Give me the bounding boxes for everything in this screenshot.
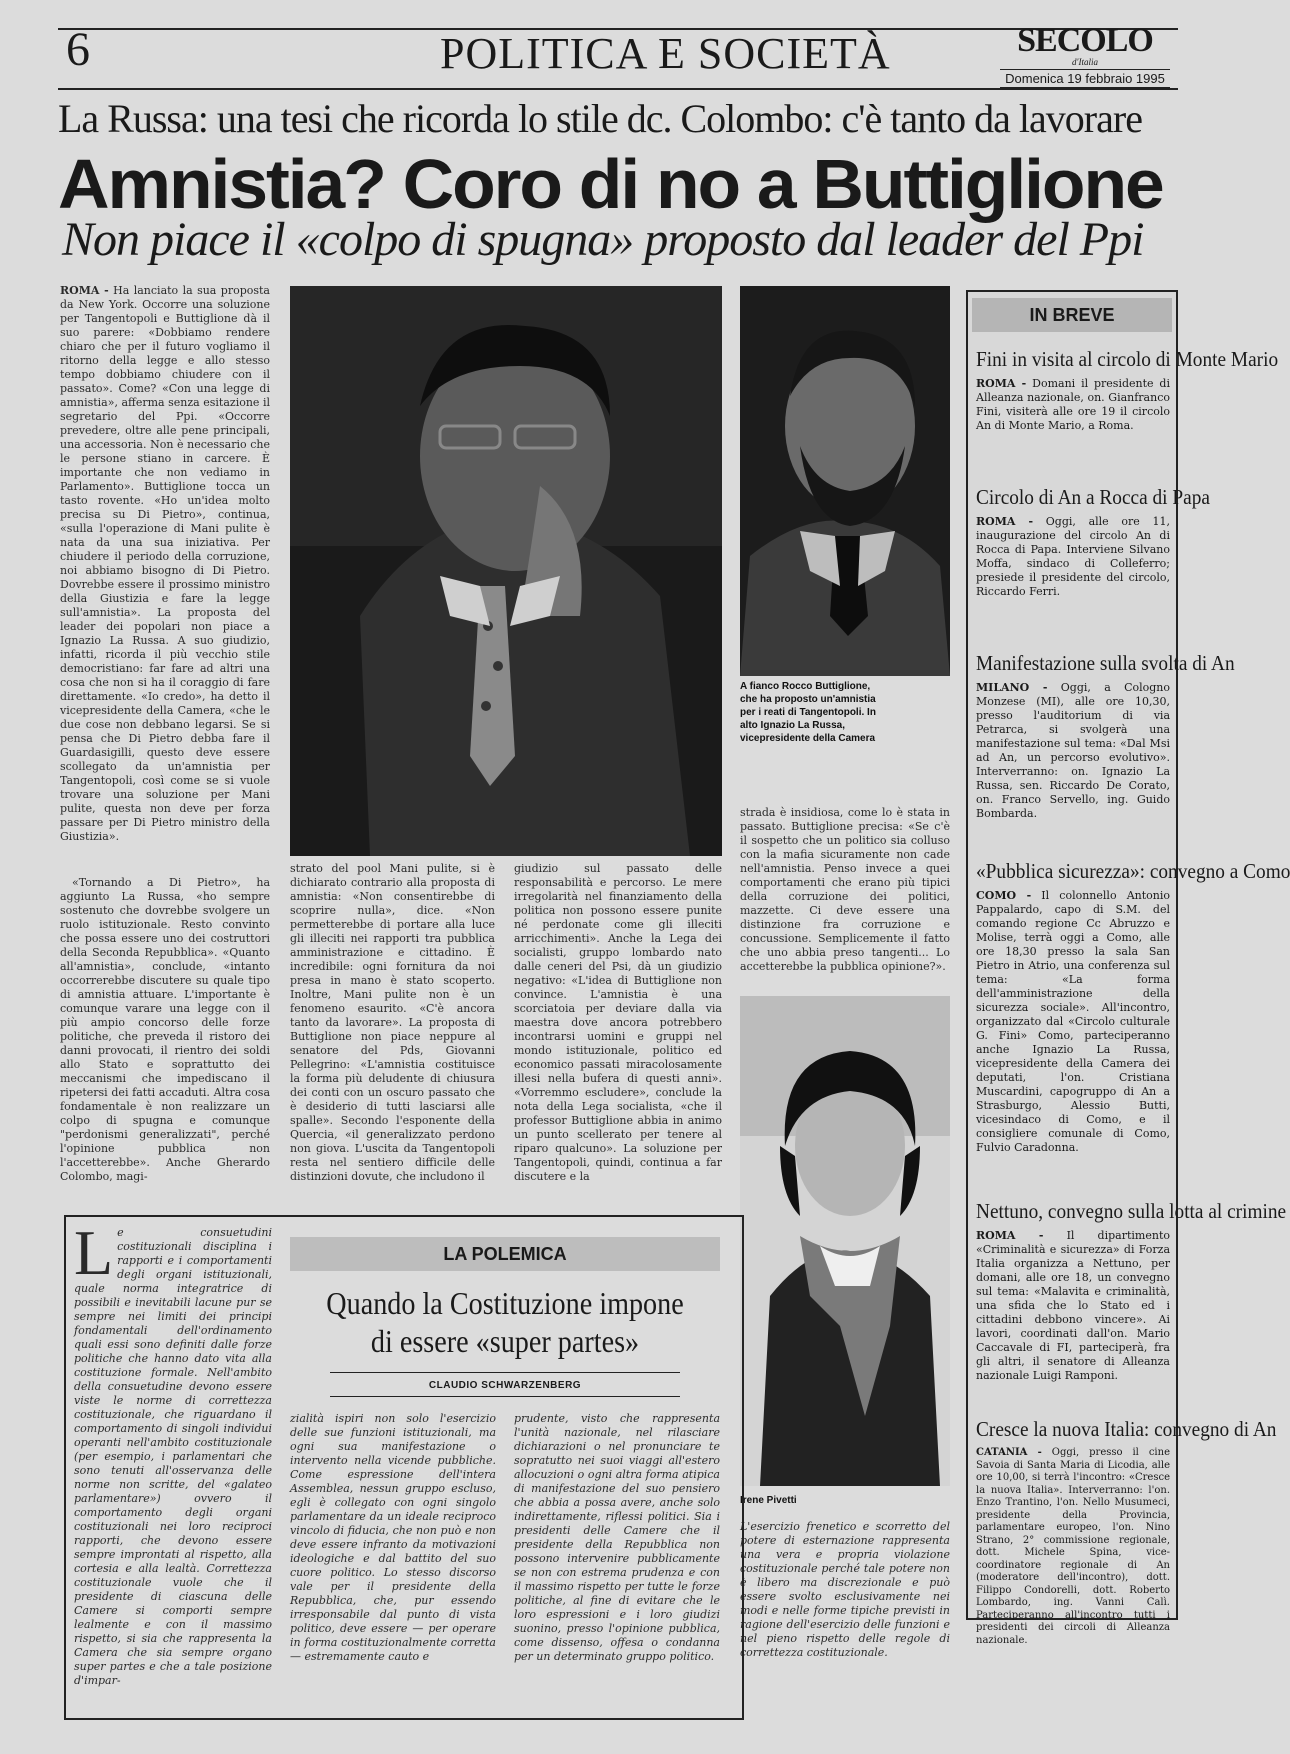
masthead: [1000, 24, 1170, 88]
headline: Amnistia? Coro di no a Buttiglione: [58, 145, 1163, 223]
article-text-4: giudizio sul passato delle responsabilità e percorso. Le mere irregolarità nel finanziamento della politica non possono essere punite né perdonate come gli illeciti arricchimenti». Anche la Lega dei socialisti, gruppo lombardo nato dalle ceneri del Psi, dà un giudizio negativo: «L'idea di Buttiglione non convince. L'amnistia è una scorciatoia per deviare dalla via maestra dove ancora potrebbero incontrarsi uomini e gruppi nel mondo istituzionale, politico ed economico passati miracolosamente illesi nella bufera di questi anni». «Vorremmo escludere», conclude la nota della Lega socialista, «che il professor Buttiglione abbia in animo un punto scellerato per tenere al riparo qualcuno». La soluzione per Tangentopoli, quindi, continua a far discutere e la: [514, 862, 722, 1183]
header-rule: [58, 88, 1178, 90]
polemica-text-1: e consuetudini costituzionali disciplina i rapporti e i comportamenti degli organi istituzionali, quale norma integratrice di possibili e inevitabili lacune pur se sempre nei limiti dei principi fondamentali dell'ordinamento quali essi sono definiti dalle forze politiche che hanno dato vita alla costituzione formale. Nell'ambito della consuetudine devono essere viste le norme di correttezza costituzionale, che riguardano il comportamento di singoli individui operanti nell'ambito costituzionale (per esempio, i parlamentari che sono tenuti all'osservanza delle norme non scritte, del «galateo parlamentare») ovvero il comportamento degli organi costituzionali nei loro reciproci rapporti, che devono essere sempre improntati al rispetto, alla cortesia e alla lealtà. Correttezza costituzionale vuole che il presidente di ciascuna delle Camere si comporti sempre lealmente e con il massimo rispetto, si sia che rappresenta la Camera che sia sempre organo super partes e che a tale posizione d'impar-: [74, 1226, 272, 1687]
breve-item-city: CATANIA -: [976, 1447, 1042, 1458]
polemica-column-3: [514, 1412, 720, 1712]
article-text-5: strada è insidiosa, come lo è stata in passato. Buttiglione precisa: «Se c'è il sospetto che un politico sia colluso con la mafia sicuramente non cade nell'amnistia. Penso invece a quei comportamenti che erano più tipici della corruzione dei politici, mazzette. Ci deve essere una distinzione fra corruzione e concussione. Semplicemente il fatto che uno abbia preso tangenti... Lo accetterebbe la pubblica opinione?».: [740, 806, 950, 973]
polemica-column-4: [740, 1520, 950, 1720]
polemica-title: Quando la Costituzione impone di essere «super partes»: [326, 1285, 684, 1359]
photo-pivetti: [740, 996, 950, 1486]
breve-item-title: Circolo di An a Rocca di Papa: [976, 485, 1210, 509]
polemica-text-3: prudente, visto che rappresenta l'unità nazionale, nel rilasciare dichiarazioni o nel pronunciare te sopratutto nei suoi viaggi all'estero allocuzioni o ogni altra forma atipica di manifestazione del suo pensiero che abbia a possa avere, anche solo indirettamente, riflessi politici. Sia i presidenti delle Camere che il presidente della Repubblica non possono intervenire pubblicamente se non con estrema prudenza e con il massimo rispetto per tutte le forze politiche, al fine di evitare che le loro espressioni e i loro giudizi suonino, presso l'opinione pubblica, come dissenso, offesa o condanna per un determinato gruppo politico.: [514, 1412, 720, 1663]
breve-item-text: Il colonnello Antonio Pappalardo, capo di S.M. del comando regione Cc Abruzzo e Molise, terrà oggi a Como, alle ore 18,30 presso la sala San Pietro in Atrio, una conferenza sul tema: «La forma dell'amministrazione della sicurezza sociale». All'incontro, organizzato dal «Circolo culturale G. Fini» Como, parteciperanno anche Ignazio La Russa, vicepresidente della Camera dei deputati, l'on. Cristiana Muscardini, capogruppo di An a Strasburgo, Alessio Butti, vicesindaco di Como, e il consigliere comunale di Como, Fulvio Caradonna.: [976, 889, 1170, 1154]
polemica-column-2: [290, 1412, 496, 1712]
breve-item-text: Oggi, alle ore 11, inaugurazione del circolo An di Rocca di Papa. Interviene Silvano Moffa, sindaco di Colleferro; presiede il presidente del circolo, Riccardo Ferri.: [976, 515, 1170, 598]
masthead-sub: d'Italia: [1072, 57, 1098, 67]
breve-item-title: Manifestazione sulla svolta di An: [976, 651, 1235, 675]
in-breve-title: IN BREVE: [972, 298, 1172, 332]
kicker: La Russa: una tesi che ricorda lo stile dc. Colombo: c'è tanto da lavorare: [58, 96, 1142, 141]
breve-item-title: «Pubblica sicurezza»: convegno a Como: [976, 859, 1290, 883]
article-text-3: strato del pool Mani pulite, si è dichiarato contrario alla proposta di amnistia: «Non consentirebbe di scoprire nulla», dice. «Non permetterebbe di portare alla luce gli illeciti nei rapporti tra pubblica amministrazione e cittadino. È incredibile: ogni fornitura da noi presa in mano è stato scoperto. Inoltre, Mani pulite non è un fenomeno esaurito. «C'è ancora tanto da lavorare». La proposta di Buttiglione non piace neppure al senatore del Pds, Giovanni Pellegrino: «L'amnistia costituisce la forma più deludente di chiusura dei conti con un oscuro passato che è desiderio di tutti lasciarsi alle spalle». Secondo l'esponente della Quercia, «il generalizzato perdono non giova. L'uscita da Tangentopoli resta nel sentiero difficile delle distinzioni dovute, che includono il: [290, 862, 495, 1183]
breve-item-text: Oggi, presso il cine Savoia di Santa Maria di Licodia, alle ore 10,00, si terrà l'incontro: «Cresce la nuova Italia». Interverranno: l'on. Enzo Trantino, l'on. Nello Musumeci, presidente della Provincia, parlamentare europeo, l'on. Nino Strano, 2° commissione regionale, dott. Michele Spina, vice-coordinatore regionale di An (moderatore dell'incontro), dott. Filippo Condorelli, dott. Roberto Lombardo, ing. Vanni Calì. Parteciperanno all'incontro tutti i presidenti dei circoli di Alleanza nazionale.: [976, 1447, 1170, 1646]
article-column-3: [290, 862, 495, 1207]
breve-item: [976, 1416, 1277, 1647]
author-rule: [330, 1372, 680, 1373]
breve-item: [976, 650, 1235, 821]
issue-date: Domenica 19 febbraio 1995: [1000, 69, 1170, 88]
author-rule-bottom: [330, 1396, 680, 1397]
dateline: ROMA -: [60, 284, 109, 297]
breve-item-title: Cresce la nuova Italia: convegno di An: [976, 1417, 1277, 1441]
subhead: Non piace il «colpo di spugna» proposto dal leader del Ppi: [62, 213, 1144, 266]
breve-item: [976, 484, 1210, 599]
photo-pivetti-image: [740, 996, 950, 1486]
breve-item: [976, 858, 1290, 1155]
breve-item-title: Fini in visita al circolo di Monte Mario: [976, 347, 1279, 371]
article-column-1: [60, 284, 270, 864]
drop-cap: L: [74, 1217, 114, 1288]
section-title: POLITICA E SOCIETÀ: [440, 29, 891, 78]
page-number: 6: [66, 23, 90, 76]
breve-item-city: MILANO -: [976, 681, 1048, 694]
breve-item-city: ROMA -: [976, 515, 1034, 528]
breve-item-text: Oggi, a Cologno Monzese (MI), alle ore 10,30, presso l'auditorium di via Petrarca, si svolgerà una manifestazione sul tema: «Dal Msi ad An, un percorso evolutivo». Interverranno: on. Ignazio La Russa, sen. Riccardo De Corato, on. Franco Servello, ing. Guido Bombarda.: [976, 681, 1171, 820]
photo-buttiglione: [290, 286, 722, 856]
polemica-column-1: [74, 1217, 272, 1714]
photo-caption: A fianco Rocco Buttiglione, che ha proposto un'amnistia per i reati di Tangentopoli. In alto Ignazio La Russa, vicepresidente della Camera: [740, 681, 876, 744]
polemica-text-4: L'esercizio frenetico e scorretto del potere di esternazione rappresenta una vera e propria violazione costituzionale perché tale potere non è libero ma discrezionale e può essere svolto esclusivamente nei modi e nelle forme tipiche previsti in ragione dell'esercizio delle funzioni e nel pieno rispetto delle regole di correttezza costituzionale.: [740, 1520, 950, 1659]
photo-buttiglione-image: [290, 286, 722, 856]
polemica-bar: LA POLEMICA: [290, 1237, 720, 1271]
breve-item-title: Nettuno, convegno sulla lotta al crimine: [976, 1199, 1287, 1223]
polemica-author: CLAUDIO SCHWARZENBERG: [428, 1380, 582, 1391]
article-column-5: [740, 806, 950, 986]
photo2-caption: Irene Pivetti: [740, 1495, 797, 1506]
breve-item-text: Il dipartimento «Criminalità e sicurezza» di Forza Italia organizza a Nettuno, per domani, alle ore 18, un convegno sul tema: «Malavita e criminalità, una sfida che lo Stato ed i cittadini debbono vincere». Ai lavori, coordinati dall'on. Mario Caccavale di FI, parteciperà, fra gli altri, il senatore di Alleanza nazionale Luigi Ramponi.: [976, 1229, 1170, 1382]
breve-item-city: COMO -: [976, 889, 1032, 902]
article-text-1: Ha lanciato la sua proposta da New York. Occorre una soluzione per Tangentopoli e Buttiglione dà il suo parere: «Dobbiamo rendere chiaro che per il futuro vogliamo il ritorno della legge e allo stesso tempo dobbiamo chiudere con il passato». Come? «Con una legge di amnistia», afferma senza esitazione il segretario del Ppi. «Occorre prevedere, oltre alle pene principali, una accessoria. Non è necessario che le persone stiano in carcere. È importante che non vediamo in Parlamento». Buttiglione tocca un tasto rovente. «Ho un'idea molto precisa su Di Pietro», continua, «sulla l'operazione di Mani pulite è nata da una sua iniziativa. Per chiudere il periodo della corruzione, noi abbiamo bisogno di Di Pietro. Dovrebbe essere il prossimo ministro della Giustizia e fare la legge sull'amnistia». La proposta del leader dei popolari non piace a Ignazio La Russa. A suo giudizio, infatti, ricorda il più vecchio stile democristiano: far fare ad altri una cosa che non si ha il coraggio di fare direttamente. «Io credo», ha detto il vicepresidente della Camera, «che le due cose non debbano legarsi. Se si pensa che Di Pietro debba fare il Guardasigilli, questo deve essere scollegato da un'amnistia per Tangentopoli, così come se si vuole trovare una soluzione per Mani pulite, questa non deve per forza passare per Di Pietro ministro della Giustizia».: [60, 284, 270, 843]
polemica-text-2: zialità ispiri non solo l'esercizio delle sue funzioni istituzionali, ma ogni sua manifestazione o intervento nella vicende pubbliche. Come espressione dell'intera Assemblea, nessun gruppo escluso, egli è collegato con ogni singolo parlamentare da un ideale reciproco vincolo di fiducia, che non può e non deve essere infranto da motivazioni ideologiche e dal battito del suo cuore politico. Lo stesso discorso vale per il presidente della Repubblica, che, pur essendo irresponsabile dal punto di vista politico, deve essere — per operare in forma costituzionalmente corretta — estremamente cauto e: [290, 1412, 496, 1663]
breve-item: [976, 346, 1279, 433]
breve-item: [976, 1198, 1287, 1383]
photo-la-russa: [740, 286, 950, 676]
breve-item-text: Domani il presidente di Alleanza nazionale, on. Gianfranco Fini, visiterà alle ore 19 il circolo An di Monte Mario, a Roma.: [976, 377, 1170, 432]
article-column-2: [60, 876, 270, 1206]
breve-item-city: ROMA -: [976, 377, 1027, 390]
breve-item-city: ROMA -: [976, 1229, 1044, 1242]
masthead-logo: SECOLO: [1017, 22, 1153, 59]
photo-la-russa-image: [740, 286, 950, 676]
article-column-4: [514, 862, 722, 1207]
article-text-2: «Tornando a Di Pietro», ha aggiunto La Russa, «ho sempre sostenuto che dovrebbe svolgere un ruolo istituzionale. Resto convinto che possa essere uno dei costruttori della Seconda Repubblica». «Quanto all'amnistia», conclude, «intanto occorrerebbe discutere su quale tipo di amnistia attuare. L'importante è comunque varare una legge con il più ampio concorso delle forze politiche, che preveda il ristoro dei danni provocati, il rientro dei soldi allo Stato e soprattutto dei meccanismi che impediscano il ripetersi dei fatti accaduti. Altra cosa fondamentale è non realizzare un colpo di spugna e comunque "perdonismi generalizzati", perché l'opinione pubblica non l'accetterebbe». Anche Gherardo Colombo, magi-: [60, 876, 270, 1183]
